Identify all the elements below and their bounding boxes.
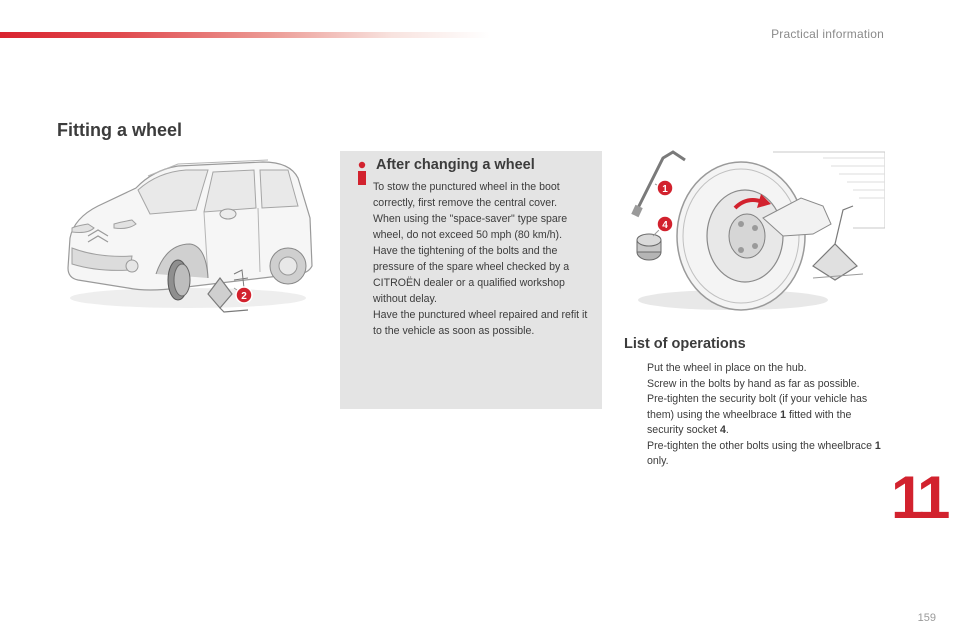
tool-reference: 4 — [720, 424, 726, 436]
info-box-title: After changing a wheel — [376, 157, 535, 173]
chapter-number: 11 — [891, 464, 947, 531]
operation-text-part: only. — [647, 455, 669, 467]
list-item — [624, 361, 886, 377]
operation-text: Put the wheel in place on the hub. — [647, 362, 807, 374]
operations-title: List of operations — [624, 336, 746, 352]
list-item — [624, 439, 886, 470]
callout-2: 2 — [241, 291, 247, 302]
operation-text: Screw in the bolts by hand as far as possible. — [647, 377, 860, 390]
tool-reference: 1 — [874, 439, 881, 452]
wheelbrace-illustration — [623, 148, 885, 318]
section-title: Fitting a wheel — [57, 120, 183, 140]
info-paragraph: Have the punctured wheel repaired and refit it to the vehicle as soon as possible. — [373, 309, 588, 337]
callout-1: 1 — [662, 184, 668, 195]
chapter-title: Practical information — [771, 27, 884, 41]
info-icon — [355, 161, 369, 187]
page-number: 159 — [917, 612, 936, 624]
operation-text — [647, 440, 881, 468]
operation-text-part: fitted with the security socket — [647, 408, 852, 436]
list-item — [624, 377, 886, 393]
tool-reference: 1 — [780, 408, 786, 421]
operation-text-part: . — [725, 424, 729, 436]
car-jack-illustration — [58, 148, 320, 322]
operation-text — [647, 393, 867, 436]
info-box-text — [373, 179, 599, 339]
list-item — [624, 392, 886, 439]
info-box — [340, 151, 602, 409]
operation-text-part: Pre-tighten the security bolt (if your vehicle has them) using the wheelbrace — [647, 393, 868, 421]
header-accent-bar — [0, 32, 490, 38]
info-paragraph: Have the tightening of the bolts and the pressure of the spare wheel checked by a CITROËN dealer or a qualified workshop without delay. — [373, 245, 570, 305]
callout-4: 4 — [662, 220, 668, 231]
operations-list — [624, 361, 886, 470]
operation-text-part: Pre-tighten the other bolts using the wheelbrace — [647, 439, 875, 452]
info-paragraph: To stow the punctured wheel in the boot correctly, first remove the central cover. — [373, 181, 560, 209]
info-paragraph: When using the "space-saver" type spare wheel, do not exceed 50 mph (80 km/h). — [373, 213, 568, 241]
